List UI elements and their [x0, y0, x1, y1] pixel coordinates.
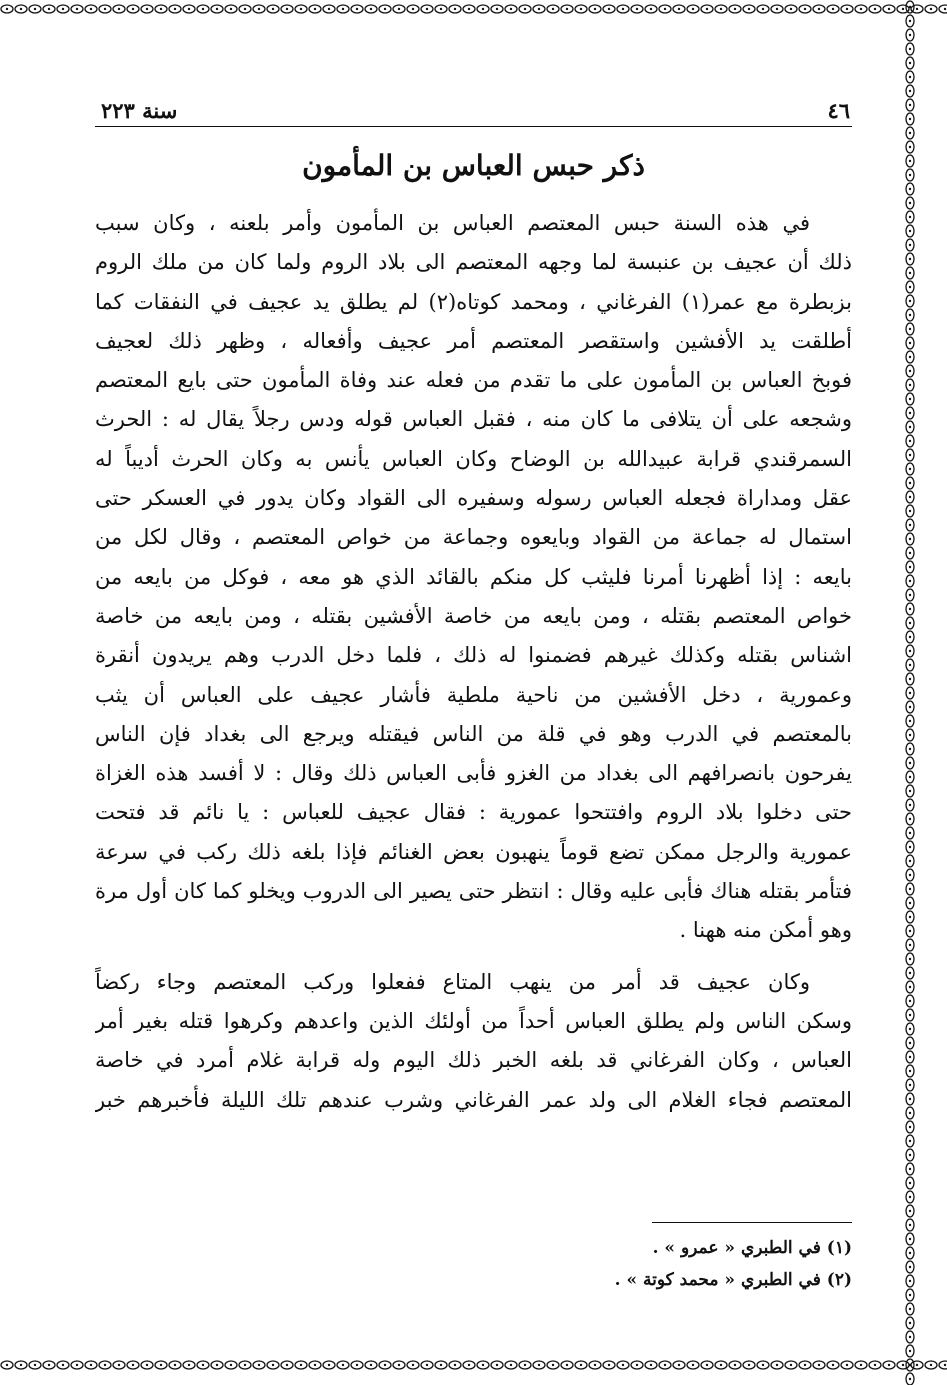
body-text — [95, 204, 852, 1120]
text-line: يفرحون بانصرافهم الى بغداد من الغزو فأبى العباس ذلك وقال : لا أفسد هذه الغزاة — [95, 761, 852, 786]
text-line: في هذه السنة حبس المعتصم العباس بن المأمون وأمر بلعنه ، وكان سبب — [95, 211, 810, 235]
footnote-separator — [652, 1222, 852, 1223]
text-line: وكان عجيف قد أمر من ينهب المتاع ففعلوا وركب المعتصم وجاء ركضاً — [95, 969, 810, 994]
text-line: وسكن الناس ولم يطلق العباس أحداً من أولئك الذين واعدهم وكرهوا قتله بغير أمر — [95, 1008, 852, 1033]
text-line: وعمورية ، دخل الأفشين من ناحية ملطية فأشار عجيف على العباس أن يثب — [95, 682, 852, 707]
text-line: عمورية والرجل ممكن تضع قوماً ينهبون بعض الغنائم فإذا بلغه ذلك ركب في سرعة — [95, 839, 852, 864]
paragraph-1 — [95, 204, 852, 951]
text-line: عقل ومداراة فجعله العباس رسوله وسفيره الى القواد وكان يدور في العسكر حتى — [95, 486, 852, 511]
bottom-border-ornament — [0, 1358, 947, 1372]
right-border-ornament — [902, 0, 918, 1385]
book-page — [95, 80, 852, 1360]
footnotes — [95, 1232, 852, 1296]
text-line: وهو أمكن منه ههنا . — [679, 918, 852, 943]
footnote-2: (٢) في الطبري « محمد كوتة » . — [614, 1270, 852, 1290]
page-number: ٤٦ — [827, 98, 850, 123]
text-line: المعتصم فجاء الغلام الى ولد عمر الفرغاني وشرب عندهم تلك الليلة فأخبرهم خبر — [95, 1087, 852, 1112]
text-line: خواص المعتصم بقتله ، ومن بايعه من خاصة الأفشين بقتله ، ومن بايعه من خاصة — [95, 603, 852, 628]
footnote-1: (١) في الطبري « عمرو » . — [652, 1238, 852, 1258]
running-header — [95, 96, 852, 127]
section-title: ذكر حبس العباس بن المأمون — [302, 149, 645, 182]
text-line: بزبطرة مع عمر(١) الفرغاني ، ومحمد كوتاه(٢) لم يطلق يد عجيف في النفقات كما — [95, 289, 852, 314]
text-line: أطلقت يد الأفشين واستقصر المعتصم أمر عجيف وأفعاله ، وظهر ذلك لعجيف — [95, 328, 852, 353]
text-line: بايعه : إذا أظهرنا أمرنا فليثب كل منكم بالقائد الذي هو معه ، فوكل من بايعه من — [95, 564, 852, 589]
text-line: اشناس بقتله وكذلك غيرهم فضمنوا له ذلك ، فلما دخل الدرب وهم يريدون أنقرة — [95, 643, 852, 668]
text-line: بالمعتصم في الدرب وهو في قلة من الناس فيقتله ويرجع الى بغداد فإن الناس — [95, 721, 852, 746]
text-line: العباس ، وكان الفرغاني قد بلغه الخبر ذلك اليوم وله قرابة غلام أمرد في خاصة — [95, 1048, 852, 1073]
text-line: فوبخ العباس بن المأمون على ما تقدم من فعله عند وفاة المأمون حتى بايع المعتصم — [95, 368, 852, 393]
running-title-year: سنة ٢٢٣ — [101, 98, 178, 123]
top-border-ornament — [0, 2, 947, 16]
text-line: السمرقندي قرابة عبيدالله بن الوضاح وكان العباس يأنس به وكان الحرث أديباً له — [95, 446, 852, 471]
text-line: فتأمر بقتله هناك فأبى عليه وقال : انتظر حتى يصير الى الدروب ويخلو كما كان أول مرة — [95, 879, 852, 904]
text-line: استمال له جماعة من القواد وبايعوه وجماعة من خواص المعتصم ، وقال لكل من — [95, 525, 852, 550]
text-line: حتى دخلوا بلاد الروم وافتتحوا عمورية : فقال عجيف للعباس : يا نائم قد فتحت — [95, 800, 852, 825]
paragraph-2 — [95, 963, 852, 1120]
text-line: ذلك أن عجيف بن عنبسة لما وجهه المعتصم الى بلاد الروم ولما كان من ملك الروم — [95, 250, 852, 275]
text-line: وشجعه على أن يتلافى ما كان منه ، فقبل العباس قوله ودس رجلاً يقال له : الحرث — [95, 407, 852, 432]
